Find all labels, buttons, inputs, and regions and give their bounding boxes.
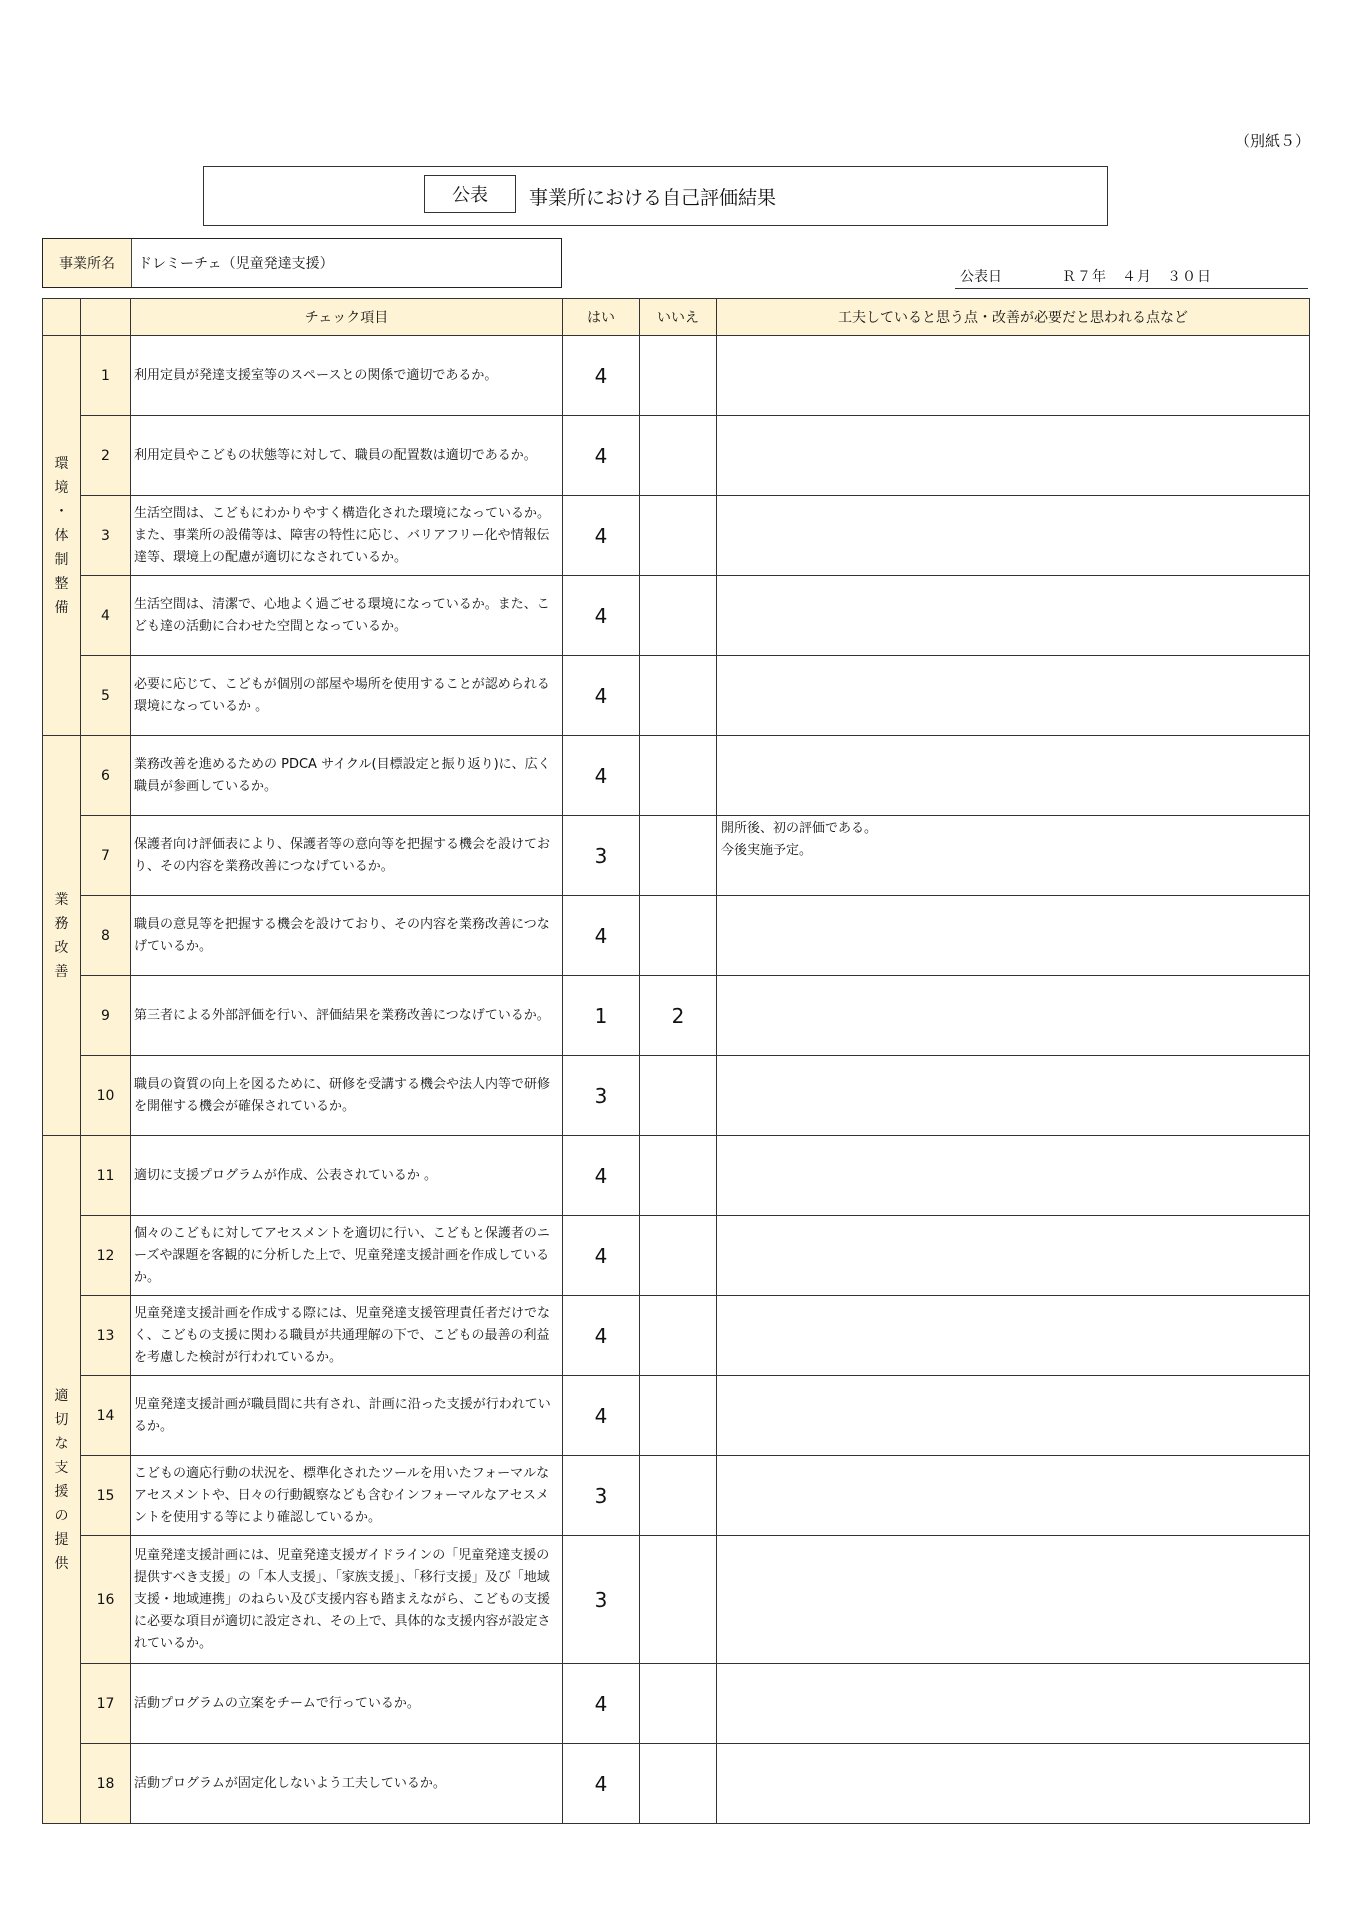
no-count — [640, 1536, 717, 1664]
check-item-text: こどもの適応行動の状況を、標準化されたツールを用いたフォーマルなアセスメントや、日々の行動観察なども含むインフォーマルなアセスメントを使用する等により確認しているか。 — [131, 1456, 563, 1536]
note-text — [717, 336, 1310, 416]
no-count — [640, 416, 717, 496]
facility-name: ドレミーチェ（児童発達支援） — [138, 256, 334, 272]
check-item-text: 児童発達支援計画には、児童発達支援ガイドラインの「児童発達支援の提供すべき支援」の「本人支援」、「家族支援」、「移行支援」及び「地域支援・地域連携」のねらい及び支援内容も踏まえながら、こどもの支援に必要な項目が適切に設定され、その上で、具体的な支援内容が設定されているか。 — [131, 1536, 563, 1664]
yes-count: 3 — [563, 1456, 640, 1536]
yes-count: 4 — [563, 1664, 640, 1744]
note-text — [717, 1376, 1310, 1456]
category-label: 環 境 ・ 体 制 整 備 — [43, 336, 81, 736]
check-item-text: 個々のこどもに対してアセスメントを適切に行い、こどもと保護者のニーズや課題を客観的に分析した上で、児童発達支援計画を作成しているか。 — [131, 1216, 563, 1296]
yes-count: 4 — [563, 1136, 640, 1216]
row-number: 15 — [81, 1456, 131, 1536]
check-item-text: 職員の意見等を把握する機会を設けており、その内容を業務改善につなげているか。 — [131, 896, 563, 976]
header-check-item: チェック項目 — [131, 299, 563, 336]
table-row — [43, 1456, 1310, 1536]
no-count — [640, 1744, 717, 1824]
no-count — [640, 1056, 717, 1136]
self-evaluation-table — [42, 298, 1310, 1824]
row-number: 5 — [81, 656, 131, 736]
check-item-text: 職員の資質の向上を図るために、研修を受講する機会や法人内等で研修を開催する機会が確保されているか。 — [131, 1056, 563, 1136]
header-number — [81, 299, 131, 336]
note-text — [717, 1136, 1310, 1216]
row-number: 16 — [81, 1536, 131, 1664]
note-text — [717, 1744, 1310, 1824]
check-item-text: 必要に応じて、こどもが個別の部屋や場所を使用することが認められる環境になっているか 。 — [131, 656, 563, 736]
table-row — [43, 1136, 1310, 1216]
check-item-text: 児童発達支援計画が職員間に共有され、計画に沿った支援が行われているか。 — [131, 1376, 563, 1456]
check-item-text: 第三者による外部評価を行い、評価結果を業務改善につなげているか。 — [131, 976, 563, 1056]
no-count — [640, 1664, 717, 1744]
row-number: 3 — [81, 496, 131, 576]
title-box — [203, 166, 1108, 226]
table-row — [43, 1376, 1310, 1456]
no-count — [640, 1216, 717, 1296]
row-number: 6 — [81, 736, 131, 816]
header-no: いいえ — [640, 299, 717, 336]
no-count — [640, 656, 717, 736]
table-row — [43, 896, 1310, 976]
row-number: 8 — [81, 896, 131, 976]
table-row — [43, 736, 1310, 816]
table-row — [43, 576, 1310, 656]
note-text — [717, 896, 1310, 976]
table-header-row — [43, 299, 1310, 336]
note-text — [717, 496, 1310, 576]
yes-count: 4 — [563, 896, 640, 976]
row-number: 14 — [81, 1376, 131, 1456]
no-count — [640, 576, 717, 656]
table-row — [43, 1744, 1310, 1824]
yes-count: 4 — [563, 736, 640, 816]
header-notes: 工夫していると思う点・改善が必要だと思われる点など — [717, 299, 1310, 336]
check-item-text: 生活空間は、こどもにわかりやすく構造化された環境になっているか。また、事業所の設備等は、障害の特性に応じ、バリアフリー化や情報伝達等、環境上の配慮が適切になされているか。 — [131, 496, 563, 576]
yes-count: 1 — [563, 976, 640, 1056]
note-text — [717, 576, 1310, 656]
yes-count: 3 — [563, 1536, 640, 1664]
header-category — [43, 299, 81, 336]
row-number: 10 — [81, 1056, 131, 1136]
note-text — [717, 1296, 1310, 1376]
note-text — [717, 1056, 1310, 1136]
yes-count: 4 — [563, 1296, 640, 1376]
note-text — [717, 416, 1310, 496]
table-row — [43, 1296, 1310, 1376]
note-text — [717, 976, 1310, 1056]
table-row — [43, 416, 1310, 496]
no-count: 2 — [640, 976, 717, 1056]
note-text — [717, 1536, 1310, 1664]
check-item-text: 活動プログラムの立案をチームで行っているか。 — [131, 1664, 563, 1744]
row-number: 1 — [81, 336, 131, 416]
no-count — [640, 816, 717, 896]
row-number: 12 — [81, 1216, 131, 1296]
table-row — [43, 1664, 1310, 1744]
yes-count: 4 — [563, 1216, 640, 1296]
yes-count: 4 — [563, 416, 640, 496]
check-item-text: 保護者向け評価表により、保護者等の意向等を把握する機会を設けており、その内容を業務改善につなげているか。 — [131, 816, 563, 896]
check-item-text: 適切に支援プログラムが作成、公表されているか 。 — [131, 1136, 563, 1216]
no-count — [640, 1456, 717, 1536]
row-number: 13 — [81, 1296, 131, 1376]
table-row — [43, 976, 1310, 1056]
table-row — [43, 1536, 1310, 1664]
table-row — [43, 336, 1310, 416]
note-text — [717, 736, 1310, 816]
table-row — [43, 1056, 1310, 1136]
yes-count: 4 — [563, 336, 640, 416]
table-row — [43, 816, 1310, 896]
annex-label: （別紙５） — [1235, 132, 1311, 150]
row-number: 18 — [81, 1744, 131, 1824]
page-title: 事業所における自己評価結果 — [529, 187, 777, 209]
note-text: 開所後、初の評価である。 今後実施予定。 — [717, 816, 1310, 896]
no-count — [640, 896, 717, 976]
row-number: 2 — [81, 416, 131, 496]
row-number: 17 — [81, 1664, 131, 1744]
facility-name-box — [42, 238, 562, 288]
table-row — [43, 1216, 1310, 1296]
facility-label: 事業所名 — [43, 239, 132, 287]
no-count — [640, 736, 717, 816]
yes-count: 3 — [563, 816, 640, 896]
table-row — [43, 656, 1310, 736]
note-text — [717, 1456, 1310, 1536]
yes-count: 4 — [563, 656, 640, 736]
yes-count: 3 — [563, 1056, 640, 1136]
header-yes: はい — [563, 299, 640, 336]
no-count — [640, 1296, 717, 1376]
no-count — [640, 1376, 717, 1456]
yes-count: 4 — [563, 496, 640, 576]
yes-count: 4 — [563, 1744, 640, 1824]
check-item-text: 生活空間は、清潔で、心地よく過ごせる環境になっているか。また、こども達の活動に合わせた空間となっているか。 — [131, 576, 563, 656]
note-text — [717, 1664, 1310, 1744]
no-count — [640, 336, 717, 416]
no-count — [640, 1136, 717, 1216]
category-label: 適 切 な 支 援 の 提 供 — [43, 1136, 81, 1824]
publication-date — [960, 266, 1212, 286]
check-item-text: 活動プログラムが固定化しないよう工夫しているか。 — [131, 1744, 563, 1824]
publication-date-value: Ｒ７年 ４月 ３０日 — [1062, 269, 1212, 285]
row-number: 7 — [81, 816, 131, 896]
check-item-text: 業務改善を進めるための PDCA サイクル(目標設定と振り返り)に、広く職員が参画しているか。 — [131, 736, 563, 816]
row-number: 4 — [81, 576, 131, 656]
note-text — [717, 656, 1310, 736]
publication-badge: 公表 — [424, 175, 516, 213]
yes-count: 4 — [563, 576, 640, 656]
no-count — [640, 496, 717, 576]
table-row — [43, 496, 1310, 576]
check-item-text: 利用定員やこどもの状態等に対して、職員の配置数は適切であるか。 — [131, 416, 563, 496]
category-label: 業 務 改 善 — [43, 736, 81, 1136]
note-text — [717, 1216, 1310, 1296]
publication-date-underline — [955, 288, 1308, 289]
publication-date-label: 公表日 — [960, 269, 1002, 285]
row-number: 11 — [81, 1136, 131, 1216]
check-item-text: 利用定員が発達支援室等のスペースとの関係で適切であるか。 — [131, 336, 563, 416]
check-item-text: 児童発達支援計画を作成する際には、児童発達支援管理責任者だけでなく、こどもの支援に関わる職員が共通理解の下で、こどもの最善の利益を考慮した検討が行われているか。 — [131, 1296, 563, 1376]
yes-count: 4 — [563, 1376, 640, 1456]
row-number: 9 — [81, 976, 131, 1056]
